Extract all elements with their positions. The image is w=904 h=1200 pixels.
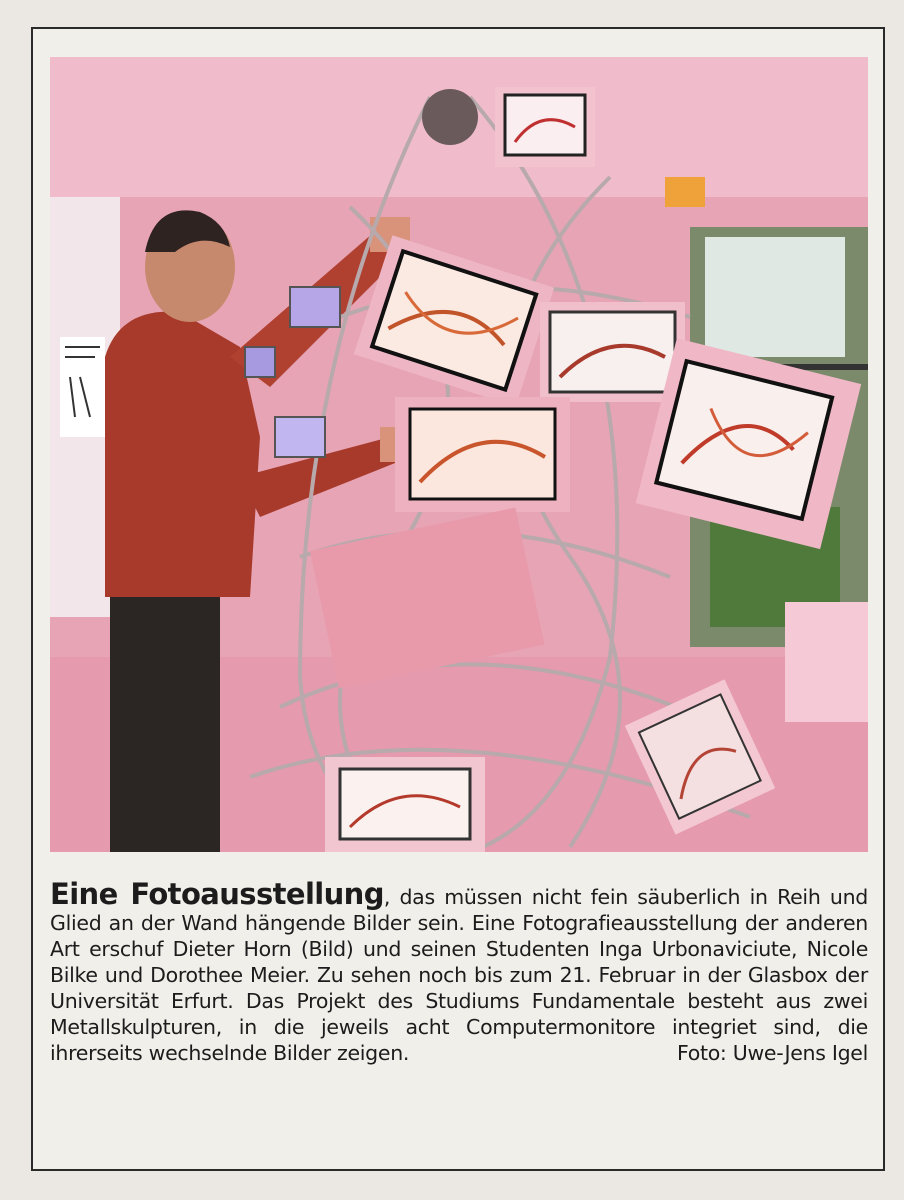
- caption-headline: Eine Fotoausstellung: [50, 877, 384, 911]
- photo-credit: Foto: Uwe-Jens Igel: [676, 1041, 868, 1065]
- sculpture-illustration: [50, 57, 868, 852]
- press-photo: [50, 57, 868, 852]
- monitor-1: [495, 87, 595, 167]
- caption-body: , das müssen nicht fein säuberlich in Reih und Glied an der Wand hängende Bilder sein. Eine Fotografieausstellung der anderen Art erschuf Dieter Horn (Bild) und seinen Studenten Inga Urbonaviciute, Nicole Bilke und Dorothee Meier. Zu sehen noch bis zum 21. Februar in der Glasbox der Universität Erfurt. Das Projekt des Studiums Fundamentale besteht aus zwei Metallskulpturen, in die jeweils acht Computermonitore integriet sind, die ihrerseits wechselnde Bilder zeigen.: [50, 885, 868, 1065]
- photo-caption: [50, 877, 868, 1066]
- monitor-5: [395, 397, 570, 512]
- monitor-7: [325, 757, 485, 852]
- newspaper-clipping: [31, 27, 885, 1171]
- monitor-3: [540, 302, 685, 402]
